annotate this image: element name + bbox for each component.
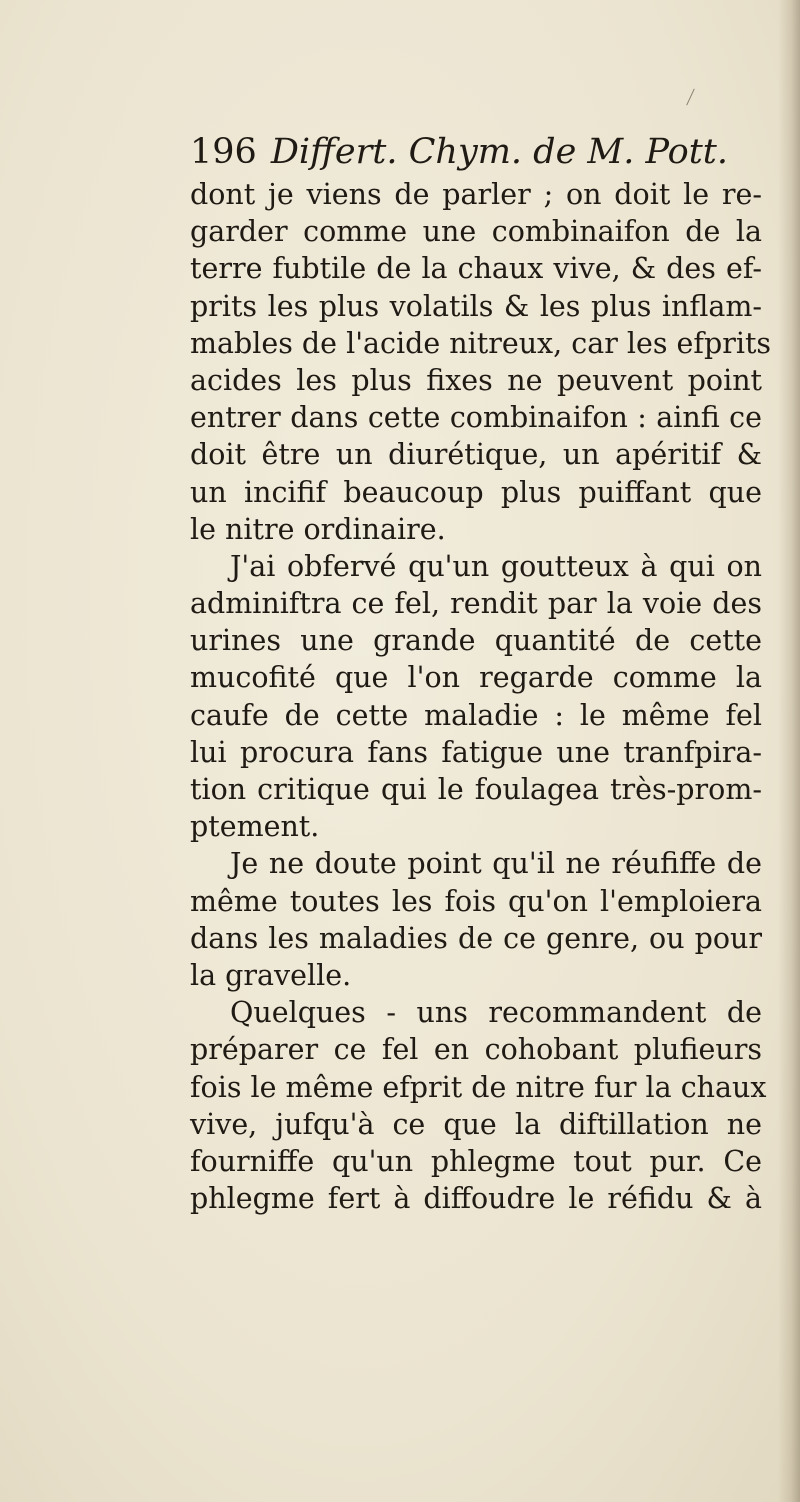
text-line: phlegme fert à diffoudre le réfidu & à: [190, 1182, 762, 1216]
text-line: fois le même efprit de nitre fur la chaux: [190, 1070, 767, 1104]
text-line: tion critique qui le foulagea très-prom-: [190, 773, 762, 806]
page-gutter-shadow: [778, 0, 800, 1502]
paragraph-1: [190, 176, 772, 548]
text-line: adminiftra ce fel, rendit par la voie des: [190, 587, 762, 621]
text-line: un incifif beaucoup plus puiffant que: [190, 475, 762, 509]
text-line: la gravelle.: [190, 958, 352, 992]
running-title: Differt. Chym. de M. Pott.: [270, 132, 728, 172]
text-line: mables de l'acide nitreux, car les efprits: [190, 326, 772, 360]
text-line: garder comme une combinaifon de la: [190, 215, 762, 249]
paragraph-3: [190, 845, 762, 994]
text-line: caufe de cette maladie : le même fel: [190, 698, 762, 732]
text-line: Quelques - uns recommandent de: [230, 996, 762, 1030]
paper-mark: [686, 89, 695, 106]
text-line: préparer ce fel en cohobant plufieurs: [190, 1033, 762, 1067]
page-text: [190, 128, 772, 1217]
text-line: Je ne doute point qu'il ne réufiffe de: [230, 847, 762, 881]
page-number: 196: [190, 132, 257, 172]
text-line: prits les plus volatils & les plus inflam-: [190, 289, 762, 323]
text-line: lui procura fans fatigue une tranfpira-: [190, 735, 762, 769]
text-line: entrer dans cette combinaifon : ainfi ce: [190, 401, 762, 435]
text-line: le nitre ordinaire.: [190, 512, 446, 546]
text-line: dont je viens de parler ; on doit le re-: [190, 178, 762, 211]
text-line: fourniffe qu'un phlegme tout pur. Ce: [190, 1144, 762, 1178]
text-line: terre fubtile de la chaux vive, & des ef-: [190, 252, 762, 286]
text-line: J'ai obfervé qu'un goutteux à qui on: [230, 549, 762, 583]
text-line: doit être un diurétique, un apéritif &: [190, 438, 762, 472]
text-line: acides les plus fixes ne peuvent point: [190, 363, 762, 397]
paragraph-4: [190, 994, 767, 1217]
running-header: [190, 128, 762, 176]
text-line: vive, jufqu'à ce que la diftillation ne: [190, 1107, 762, 1141]
text-line: urines une grande quantité de cette: [190, 624, 762, 658]
text-line: même toutes les fois qu'on l'emploiera: [190, 884, 762, 918]
text-line: ptement.: [190, 810, 320, 844]
text-line: dans les maladies de ce genre, ou pour: [190, 921, 762, 955]
text-line: mucofité que l'on regarde comme la: [190, 661, 762, 695]
paragraph-2: [190, 548, 762, 846]
